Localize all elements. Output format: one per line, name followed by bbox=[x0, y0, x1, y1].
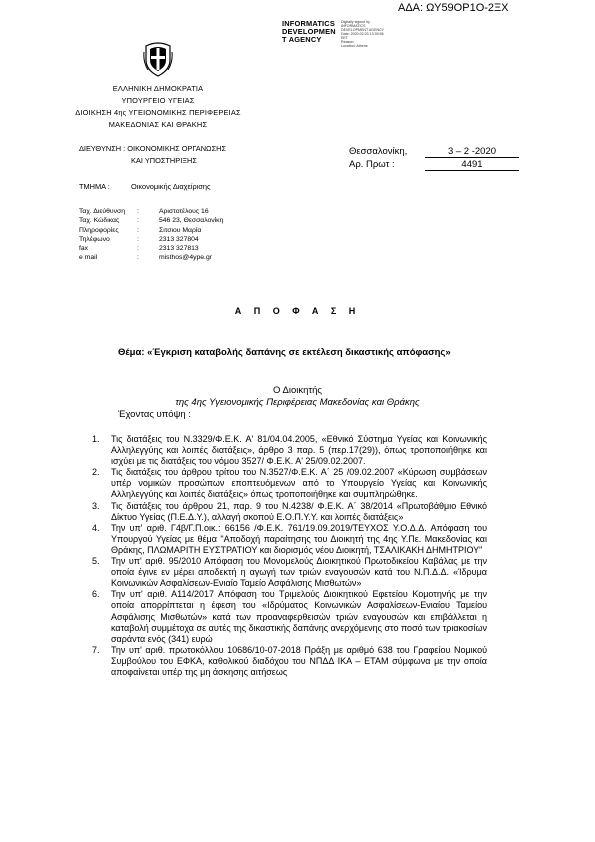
directorate-label-cont: ΚΑΙ ΥΠΟΣΤΗΡΙΞΗΣ bbox=[131, 156, 197, 165]
subject-text: «Έγκριση καταβολής δαπάνης σε εκτέλεση δικαστικής απόφασης» bbox=[144, 347, 451, 358]
greek-emblem-icon bbox=[143, 40, 173, 77]
contact-label: e mail bbox=[79, 254, 98, 262]
list-item-text: Την υπ' αριθ. 95/2010 Απόφαση του Μονομελούς Διοικητικού Πρωτοδικείου Καβάλας με την οποία έγινε εν μέρει αποδεκτή η αγωγή των τριών εναγουσών κατά του Ν.Π.Δ.Δ. «Ίδρυμα Κοινωνικών Ασφαλίσεων-Ενιαίο Ταμείο Ασφάλισης Μισθωτών» bbox=[111, 556, 487, 589]
list-item-number: 4. bbox=[92, 522, 100, 533]
contact-value: 2313 327813 bbox=[159, 245, 199, 253]
list-item-number: 7. bbox=[92, 644, 100, 655]
list-item-number: 1. bbox=[92, 434, 100, 444]
directorate-label: ΔΙΕΥΘΥΝΣΗ : ΟΙΚΟΝΟΜΙΚΗΣ ΟΡΓΑΝΩΣΗΣ bbox=[79, 144, 227, 153]
contact-sep: : bbox=[137, 254, 139, 262]
document-title: Α Π Ο Φ Α Σ Η bbox=[234, 306, 361, 316]
contact-sep: : bbox=[137, 226, 139, 234]
signature-detail-line: Date: 2020.02.03 13:39:56 bbox=[341, 32, 384, 36]
contact-label: fax bbox=[79, 245, 89, 253]
signature-detail-line: Digitally signed by bbox=[341, 20, 370, 24]
signature-detail-line: Reason: bbox=[341, 40, 355, 44]
contact-label: Πληροφορίες bbox=[79, 226, 119, 234]
contact-row bbox=[79, 226, 339, 235]
header-line: ΜΑΚΕΔΟΝΙΑΣ ΚΑΙ ΘΡΑΚΗΣ bbox=[108, 120, 208, 129]
contact-value: 546 23, Θεσσαλονίκη bbox=[159, 217, 224, 225]
list-item-number: 6. bbox=[92, 589, 100, 600]
contact-value: Σιτσιου Μαρία bbox=[159, 226, 202, 234]
stamp-line: INFORMATICS bbox=[282, 19, 335, 28]
contact-row bbox=[79, 235, 339, 244]
contact-value: Αριστοτέλους 16 bbox=[159, 208, 209, 215]
contact-row bbox=[79, 216, 339, 225]
contact-row bbox=[79, 207, 339, 216]
contact-sep: : bbox=[137, 245, 139, 253]
contact-sep: : bbox=[137, 208, 139, 215]
city-label: Θεσσαλονίκη, bbox=[349, 146, 408, 157]
contact-row bbox=[79, 244, 339, 253]
list-item bbox=[92, 556, 487, 589]
contact-label: Ταχ. Διεύθυνση bbox=[79, 208, 125, 215]
contact-label: Τηλέφωνο bbox=[79, 235, 110, 243]
stamp-line: DEVELOPMEN bbox=[282, 27, 336, 36]
subject-line bbox=[118, 347, 451, 358]
contact-row bbox=[79, 253, 339, 262]
intro-region: της 4ης Υγειονομικής Περιφέρειας Μακεδονίας και Θράκης bbox=[175, 397, 420, 408]
list-item-text: Την υπ' αριθ. Γ4β/Γ.Π.οικ.: 66156 /Φ.Ε.Κ. 761/19.09.2019/ΤΕΥΧΟΣ Υ.Ο.Δ.Δ. Απόφαση του Υπουργού Υγείας με θέμα "Αποδοχή παραίτησης του Διοικητή της 4ης Υ.Πε. Μακεδονίας και Θράκης, ΠΛΩΜΑΡΙΤΗ ΕΥΣΤΡΑΤΙΟΥ και διορισμός νέου Διοικητή, ΤΣΑΛΙΚΑΚΗ ΔΗΜΗΤΡΙΟΥ" bbox=[111, 522, 487, 555]
list-item bbox=[92, 467, 487, 500]
ada-code: ΑΔΑ: ΩΥ59ΟΡ1Ο-2ΞΧ bbox=[398, 2, 509, 14]
signature-detail-line: EET bbox=[341, 36, 348, 40]
header-line: ΔΙΟΙΚΗΣΗ 4ης ΥΓΕΙΟΝΟΜΙΚΗΣ ΠΕΡΙΦΕΡΕΙΑΣ bbox=[75, 108, 241, 117]
protocol-value: 4491 bbox=[425, 159, 519, 171]
stamp-line: T AGENCY bbox=[282, 35, 322, 44]
contact-label: Ταχ. Κώδικας bbox=[79, 217, 120, 225]
date-value: 3 – 2 -2020 bbox=[425, 146, 519, 158]
list-item-text: Την υπ' αριθ. πρωτοκόλλου 10686/10-07-2018 Πράξη με αριθμό 638 του Γραφείου Νομικού Συμβούλου του ΕΦΚΑ, καθολικού διαδόχου του ΝΠΔΔ ΙΚΑ – ΕΤΑΜ σύμφωνα με την οποία αποφαίνεται υπέρ της μη άσκησης αιτήσεως bbox=[111, 644, 487, 677]
considerations-list bbox=[92, 434, 487, 678]
department-value: Οικονομικής Διαχείρισης bbox=[131, 182, 211, 191]
intro-governor: Ο Διοικητής bbox=[272, 385, 322, 396]
list-item bbox=[92, 501, 487, 523]
subject-label: Θέμα: bbox=[118, 347, 145, 358]
signature-detail-line: INFORMATICS bbox=[341, 24, 366, 28]
list-item bbox=[92, 523, 487, 556]
contact-block bbox=[79, 207, 339, 263]
list-item-text: Τις διατάξεις του άρθρου τρίτου του Ν.3527/Φ.Ε.Κ. Α΄ 25 /09.02.2007 «Κύρωση συμβάσεων υπέρ νομικών προσώπων εποπτευόμενων από το Υπουργείο Υγείας και Κοινωνικής Αλληλεγγύης και λοιπές διατάξεις» όπως τροποποιήθηκε και συμπληρώθηκε. bbox=[111, 467, 487, 500]
header-line: ΥΠΟΥΡΓΕΙΟ ΥΓΕΙΑΣ bbox=[121, 96, 195, 105]
list-item-number: 3. bbox=[92, 500, 100, 511]
list-item-text: Τις διατάξεις του άρθρου 21, παρ. 9 του Ν.4238/ Φ.Ε.Κ. Α΄ 38/2014 «Πρωτοβάθμιο Εθνικό Δίκτυο Υγείας (Π.Ε.Δ.Υ.), αλλαγή σκοπού Ε.Ο.Π.Υ.Υ. και λοιπές διατάξεις» bbox=[111, 500, 487, 522]
list-item bbox=[92, 434, 487, 467]
signature-detail-line: Location: Athens bbox=[341, 44, 368, 48]
contact-sep: : bbox=[137, 235, 139, 243]
header-line: ΕΛΛΗΝΙΚΗ ΔΗΜΟΚΡΑΤΙΑ bbox=[112, 84, 204, 93]
list-item-text: Την υπ' αριθ. Α114/2017 Απόφαση του Τριμελούς Διοικητικού Εφετείου Κομοτηνής με την οποία απορρίπτεται η έφεση του «Ιδρύματος Κοινωνικών Ασφαλίσεων-Ενιαίου Ταμείου Ασφάλισης Μισθωτών» κατά των προαναφερθεισών τριών εναγουσών και επιβάλλεται η καταβολή συμμέτοχα σε αυτές της δικαστικής δαπάνης ανερχόμενης στο ποσό των τριακοσίων σαράντα ενός (341) ευρώ bbox=[111, 589, 487, 644]
contact-value: 2313 327804 bbox=[159, 235, 199, 243]
signature-stamp bbox=[282, 20, 336, 44]
contact-sep: : bbox=[137, 217, 139, 225]
list-item-number: 2. bbox=[92, 467, 100, 478]
signature-detail-line: DEVELOPMENT AGENCY bbox=[341, 28, 385, 32]
list-item-text: Τις διατάξεις του Ν.3329/Φ.Ε.Κ. Α' 81/04.04.2005, «Εθνικό Σύστημα Υγείας και Κοινωνικής Αλληλεγγύης και λοιπές διατάξεις», άρθρο 3 παρ. 5 (περ.17(29)), όπως τροποποιήθηκε και ισχύει με τις διατάξεις του νόμου 3527/ Φ.Ε.Κ. Α' 25/09.02.2007. bbox=[111, 434, 487, 467]
list-item bbox=[92, 589, 487, 644]
protocol-label: Αρ. Πρωτ : bbox=[349, 159, 395, 170]
list-item bbox=[92, 645, 487, 678]
signature-details bbox=[341, 20, 384, 48]
contact-value: misthos@4ype.gr bbox=[159, 254, 212, 262]
list-item-number: 5. bbox=[92, 556, 100, 567]
department-label: ΤΜΗΜΑ : bbox=[79, 182, 110, 191]
intro-considering: Έχοντας υπόψη : bbox=[118, 409, 191, 420]
